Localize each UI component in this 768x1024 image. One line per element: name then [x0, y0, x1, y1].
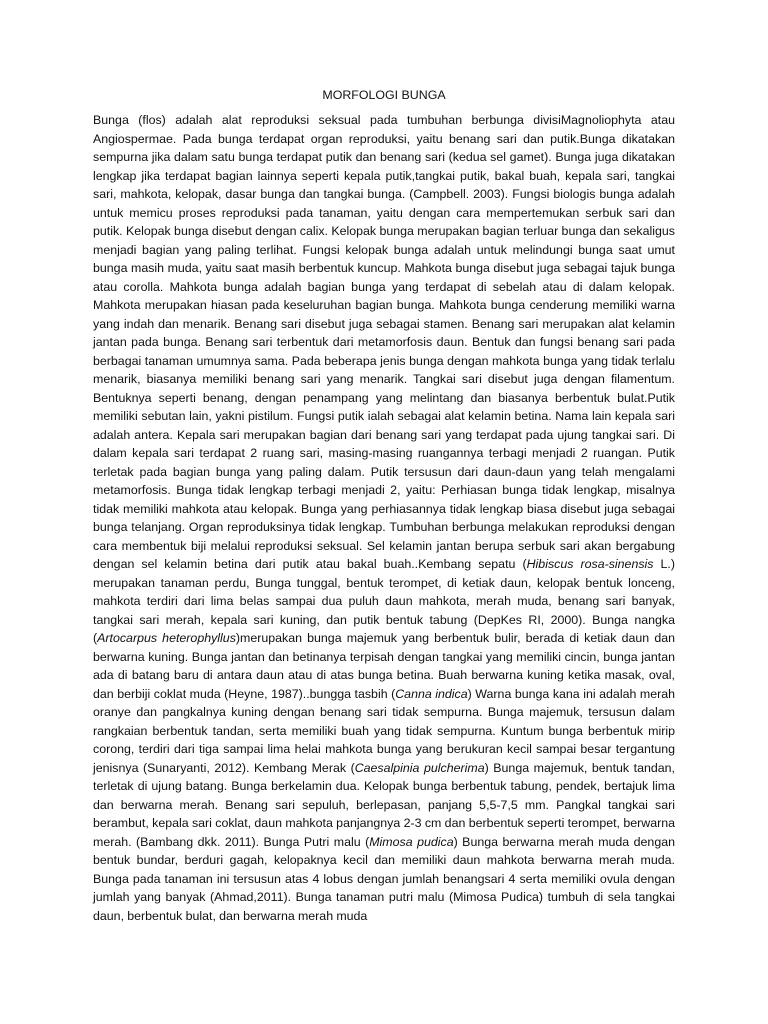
text-run: L.) merupakan tanaman perdu, Bunga tunggal, bentuk terompet, di ketiak daun, kelopak bentuk lonceng, mahkota terdiri dari lima belas sampai dua puluh daun mahkota, merah muda, benang sari banyak, tangkai sari merah, kepala sari kuning, dan putik bentuk tabung (DepKes RI, 2000). Bunga nangka (	[93, 557, 676, 645]
scientific-name: Mimosa pudica	[369, 834, 454, 849]
text-run: ) Bunga berwarna merah muda dengan bentuk bundar, berduri gagah, kelopaknya kecil dan memiliki daun mahkota berwarna merah muda. Bunga pada tanaman ini tersusun atas 4 lobus dengan jumlah benangsari 4 serta memiliki ovula dengan jumlah yang banyak (Ahmad,2011). Bunga tanaman putri malu (Mimosa Pudica) tumbuh di sela tangkai daun, berbentuk bulat, dan berwarna merah muda	[93, 834, 675, 923]
body-paragraph	[93, 111, 675, 925]
document-title: MORFOLOGI BUNGA	[322, 88, 446, 102]
scientific-name: Caesalpinia pulcherima	[354, 760, 485, 775]
text-run: ) Bunga majemuk, bentuk tandan, terletak di ujung batang. Bunga berkelamin dua. Kelopak bunga berbentuk tabung, pendek, bertajuk lima dan berwarna merah. Benang sari sepuluh, berlepasan, panjang 5,5-7,5 mm. Pangkal tangkai sari berambut, kepala sari coklat, daun mahkota panjangnya 2-3 cm dan berbentuk seperti terompet, berwarna merah. (Bambang dkk. 2011). Bunga Putri malu (	[93, 760, 675, 849]
paragraph-text	[93, 111, 675, 925]
text-run: )merupakan bunga majemuk yang berbentuk bulir, berada di ketiak daun dan berwarna kuning. Bunga jantan dan betinanya terpisah dengan tangkai yang memiliki cincin, bunga jantan ada di batang baru di antara daun atau di atas bunga betina. Buah berwarna kuning ketika masak, oval, dan berbiji coklat muda (Heyne, 1987)..bungga tasbih (	[93, 631, 675, 701]
scientific-name: Canna indica	[395, 686, 468, 701]
scientific-name: Artocarpus heterophyllus	[97, 631, 236, 645]
text-run: Bunga (flos) adalah alat reproduksi seksual pada tumbuhan berbunga divisiMagnoliophyta atau Angiospermae. Pada bunga terdapat organ reproduksi, yaitu benang sari dan putik.Bunga dikatakan sempurna jika dalam satu bunga terdapat putik dan benang sari (kedua sel gamet). Bunga juga dikatakan lengkap jika terdapat bagian lainnya seperti kepala putik,tangkai putik, bakal buah, kepala sari, tangkai sari, mahkota, kelopak, dasar bunga dan tangkai bunga. (Campbell. 2003). Fungsi biologis bunga adalah untuk memicu proses reproduksi pada tanaman, yaitu dengan cara mempertemukan serbuk sari dan putik. Kelopak bunga disebut dengan calix. Kelopak bunga merupakan bagian terluar bunga dan sekaligus menjadi bagian yang paling terlihat. Fungsi kelopak bunga adalah untuk melindungi bunga saat umut bunga masih muda, yaitu saat masih berbentuk kuncup. Mahkota bunga disebut juga sebagai tajuk bunga atau corolla. Mahkota bunga adalah bagian bunga yang terdapat di sebelah atau di dalam kelopak. Mahkota merupakan hiasan pada keseluruhan bagian bunga. Mahkota bunga cenderung memiliki warna yang indah dan menarik. Benang sari disebut juga sebagai stamen. Benang sari merupakan alat kelamin jantan pada bunga. Benang sari terbentuk dari metamorfosis daun. Bentuk dan fungsi benang sari pada berbagai tanaman umumnya sama. Pada beberapa jenis bunga dengan mahkota bunga yang tidak terlalu menarik, biasanya memiliki benang sari yang menarik. Tangkai sari disebut juga dengan filamentum. Bentuknya seperti benang, dengan penampang yang melintang dan biasanya berbentuk bulat.Putik memiliki sebutan lain, yakni pistilum. Fungsi putik ialah sebagai alat kelamin betina. Nama lain kepala sari adalah antera. Kepala sari merupakan bagian dari benang sari yang terdapat pada ujung tangkai sari. Di dalam kepala sari terdapat 2 ruang sari, masing-masing ruangannya terbagi menjadi 2 ruangan. Putik terletak pada bagian bunga yang paling dalam. Putik tersusun dari daun-daun yang telah mengalami metamorfosis. Bunga tidak lengkap terbagi menjadi 2, yaitu: Perhiasan bunga tidak lengkap, misalnya tidak memiliki mahkota atau kelopak. Bunga yang perhiasannya tidak lengkap biasa disebut juga sebagai bunga telanjang. Organ reproduksinya tidak lengkap. Tumbuhan berbunga melakukan reproduksi dengan cara membentuk biji melalui reproduksi seksual. Sel kelamin jantan berupa serbuk sari akan bergabung dengan sel kelamin betina dari putik atau bakal buah..Kembang sepatu (	[93, 113, 675, 571]
text-run: ) Warna bunga kana ini adalah merah oranye dan pangkalnya kuning dengan benang sari tidak sempurna. Bunga majemuk, tersusun dalam rangkaian berbentuk tandan, serta memiliki buah yang tidak sempurna. Kuntum bunga berbentuk mirip corong, terdiri dari tiga sampai lima helai mahkota bunga yang berukuran kecil sampai besar tergantung jenisnya (Sunaryanti, 2012). Kembang Merak (	[93, 686, 675, 775]
scientific-name: Hibiscus rosa-sinensis	[526, 557, 654, 571]
